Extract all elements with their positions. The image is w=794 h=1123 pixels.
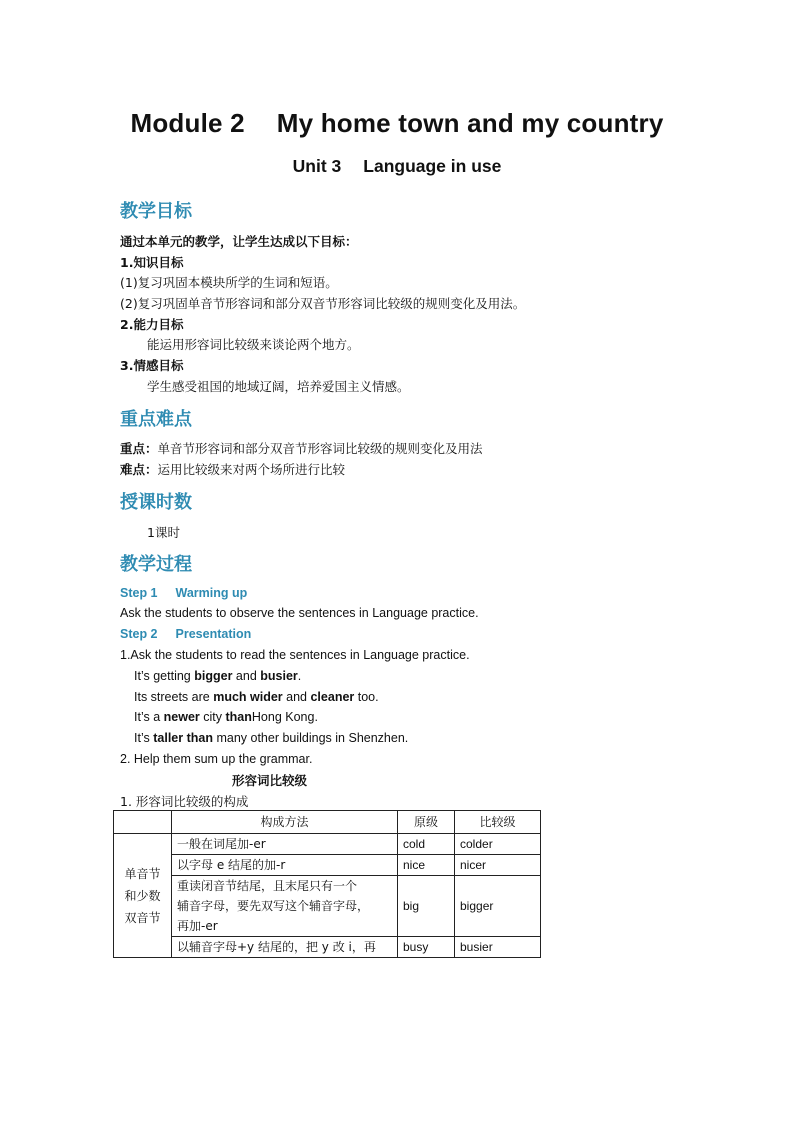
table-row xyxy=(114,834,541,855)
base-cell: nice xyxy=(398,855,455,876)
example-sentence xyxy=(134,690,379,704)
sentence-4-part-b: taller than xyxy=(153,731,213,745)
method-cell xyxy=(172,876,398,937)
module-topic: My home town and my country xyxy=(276,108,664,138)
table-header-cell: 构成方法 xyxy=(172,811,398,834)
table-header-cell xyxy=(114,811,172,834)
base-cell: busy xyxy=(398,937,455,958)
step2-label: Step 2 xyxy=(120,627,158,641)
difficulty-text: 运用比较级来对两个场所进行比较 xyxy=(157,462,346,477)
page-title xyxy=(0,108,794,139)
sentence-3-part-d: than xyxy=(225,710,252,724)
step1-name: Warming up xyxy=(175,586,248,600)
sentence-1-part-c: and xyxy=(232,669,261,683)
sentence-3-part-b: newer xyxy=(163,710,200,724)
emotion-text: 学生感受祖国的地域辽阔，培养爱国主义情感。 xyxy=(147,379,410,394)
sentence-1-part-a: It’s getting xyxy=(134,669,195,683)
section-heading-key-points: 重点难点 xyxy=(120,409,192,430)
knowledge-item-1: (1)复习巩固本模块所学的生词和短语。 xyxy=(120,275,338,290)
section-heading-process: 教学过程 xyxy=(120,554,192,575)
difficulty-label: 难点： xyxy=(120,462,158,477)
table-header-cell: 原级 xyxy=(398,811,455,834)
method-cell: 以字母 e 结尾的加-r xyxy=(172,855,398,876)
unit-name: Language in use xyxy=(363,156,502,176)
sentence-2-part-e: too. xyxy=(354,690,379,704)
example-sentence xyxy=(134,669,301,683)
sentence-4-part-c: many other buildings in Shenzhen. xyxy=(212,731,409,745)
category-line: 单音节 xyxy=(124,866,161,881)
sentence-3-part-c: city xyxy=(199,710,226,724)
section-heading-objectives: 教学目标 xyxy=(120,201,192,222)
category-line: 双音节 xyxy=(124,910,161,925)
sentence-2-part-a: Its streets are xyxy=(134,690,214,704)
method-cell: 一般在词尾加-er xyxy=(172,834,398,855)
objectives-intro: 通过本单元的教学，让学生达成以下目标： xyxy=(120,234,358,249)
method-line: 辅音字母，要先双写这个辅音字母， xyxy=(177,899,370,913)
table-header-row xyxy=(114,811,541,834)
emotion-heading: 3.情感目标 xyxy=(120,358,184,373)
table-row xyxy=(114,876,541,937)
grammar-title: 形容词比较级 xyxy=(232,773,308,788)
sentence-1-part-b: bigger xyxy=(194,669,233,683)
category-cell xyxy=(114,834,172,958)
sentence-1-part-e: . xyxy=(297,669,302,683)
ability-heading: 2.能力目标 xyxy=(120,317,184,332)
comparative-cell: busier xyxy=(455,937,541,958)
example-sentence xyxy=(134,731,408,745)
focus-text: 单音节形容词和部分双音节形容词比较级的规则变化及用法 xyxy=(157,441,483,456)
base-cell: big xyxy=(398,876,455,937)
sentence-1-part-d: busier xyxy=(260,669,298,683)
sentence-2-part-b: much wider xyxy=(213,690,283,704)
module-label: Module 2 xyxy=(130,108,245,138)
comparative-cell: colder xyxy=(455,834,541,855)
knowledge-item-2: (2)复习巩固单音节形容词和部分双音节形容词比较级的规则变化及用法。 xyxy=(120,296,526,311)
grammar-table-caption: 1. 形容词比较级的构成 xyxy=(120,794,249,809)
ability-text: 能运用形容词比较级来谈论两个地方。 xyxy=(147,337,360,352)
sentence-2-part-d: cleaner xyxy=(310,690,355,704)
sentence-2-part-c: and xyxy=(282,690,311,704)
sentence-4-part-a: It’s xyxy=(134,731,154,745)
table-row xyxy=(114,937,541,958)
step1-heading xyxy=(120,586,247,600)
step2-item-1: 1.Ask the students to read the sentences in Language practice. xyxy=(120,648,470,662)
comparative-cell: nicer xyxy=(455,855,541,876)
step2-item-2: 2. Help them sum up the grammar. xyxy=(120,752,313,766)
hours-text: 1课时 xyxy=(147,525,180,540)
difficulty-line xyxy=(120,460,345,478)
page-subtitle xyxy=(0,156,794,177)
step2-name: Presentation xyxy=(175,627,252,641)
section-heading-hours: 授课时数 xyxy=(120,492,192,513)
unit-label: Unit 3 xyxy=(292,156,342,176)
table-row xyxy=(114,855,541,876)
knowledge-heading: 1.知识目标 xyxy=(120,255,184,270)
base-cell: cold xyxy=(398,834,455,855)
step1-text: Ask the students to observe the sentences in Language practice. xyxy=(120,606,479,620)
sentence-3-part-a: It’s a xyxy=(134,710,164,724)
method-line: 重读闭音节结尾，且末尾只有一个 xyxy=(177,879,358,893)
focus-line xyxy=(120,439,483,457)
step1-label: Step 1 xyxy=(120,586,158,600)
step2-heading xyxy=(120,627,251,641)
method-line: 再加-er xyxy=(177,919,218,933)
table-header-cell: 比较级 xyxy=(455,811,541,834)
comparative-cell: bigger xyxy=(455,876,541,937)
focus-label: 重点： xyxy=(120,441,158,456)
category-line: 和少数 xyxy=(124,888,161,903)
method-cell: 以辅音字母+y 结尾的，把 y 改 i，再 xyxy=(172,937,398,958)
sentence-3-part-e: Hong Kong. xyxy=(251,710,318,724)
comparative-table xyxy=(113,810,541,958)
example-sentence xyxy=(134,710,318,724)
